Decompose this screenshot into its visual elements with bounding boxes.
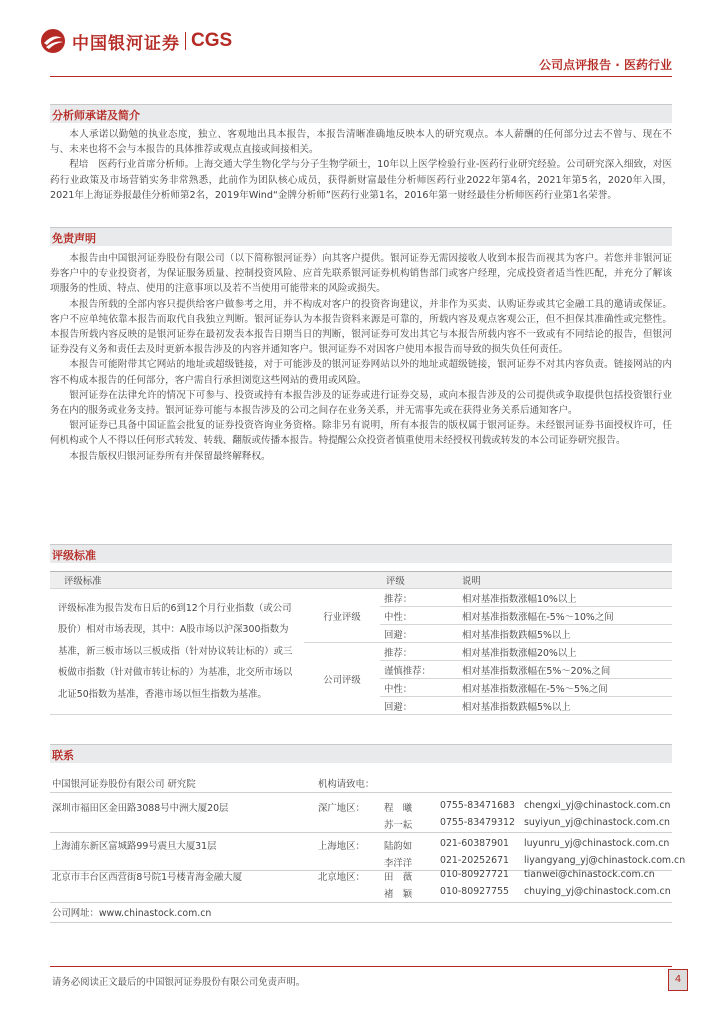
analyst-paragraph: 程培 医药行业首席分析师。上海交通大学生物化学与分子生物学硕士，10年以上医学检验行业-医药行业研究经验。公司研究深入细致，对医药行业政策及市场营销实务非常熟悉，此前作为团队核心成员，获得新财富最佳分析师医药行业2022年第4名，2021年第5名，2020年入围，2021年上海证券报最佳分析师第2名，2019年Wind“金牌分析师”医药行业第1名，2016年第一财经最佳分析师医药行业第1名荣誉。	[50, 159, 672, 201]
contact-email[interactable]: tianwei@chinastock.com.cn	[524, 869, 655, 880]
contact-name: 程 曦	[384, 803, 413, 814]
rating-section-title: 评级标准	[52, 549, 96, 562]
footer-divider	[50, 966, 672, 967]
rating-name: 中性：	[380, 679, 458, 697]
col-header-standard: 评级标准	[50, 572, 304, 589]
rating-table	[50, 571, 672, 715]
table-row	[50, 589, 672, 607]
contact-phone: 010-80927755	[440, 886, 509, 897]
office-address: 北京市丰台区西营街8号院1号楼青海金融大厦	[52, 872, 243, 883]
disclaimer-paragraph: 银河证券已具备中国证监会批复的证券投资咨询业务资格。除非另有说明，所有本报告的版权属于银河证券。未经银河证券书面授权许可，任何机构或个人不得以任何形式转发、转载、翻版或传播本报告。特提醒公众投资者慎重使用未经授权刊载或转发的本公司证券研究报告。	[50, 420, 672, 447]
analyst-section-title: 分析师承诺及简介	[52, 109, 140, 122]
page-number: 4	[668, 969, 688, 991]
contact-name: 李洋洋	[384, 858, 413, 869]
disclaimer-paragraph: 本报告可能附带其它网站的地址或超级链接，对于可能涉及的银河证券网站以外的地址或超级链接，银河证券不对其内容负责。链接网站的内容不构成本报告的任何部分，客户需自行承担浏览这些网站的费用或风险。	[50, 359, 672, 386]
contact-email[interactable]: suyiyun_yj@chinastock.com.cn	[524, 817, 670, 828]
contact-email[interactable]: luyunru_yj@chinastock.com.cn	[524, 838, 670, 849]
header-divider	[50, 76, 672, 77]
rating-desc: 相对基准指数涨幅在-5%～5%之间	[458, 679, 672, 697]
logo-divider	[185, 32, 186, 50]
report-type: 公司点评报告 · 医药行业	[539, 58, 672, 72]
disclaimer-text	[50, 251, 672, 464]
disclaimer-section-title: 免责声明	[52, 232, 96, 245]
contact-name: 陆韵如	[384, 841, 413, 852]
rating-desc: 相对基准指数涨幅20%以上	[458, 643, 672, 661]
col-header-desc: 说明	[458, 572, 672, 589]
contact-phone: 0755-83479312	[440, 817, 515, 828]
company-name: 中国银河证券股份有限公司 研究院	[52, 779, 196, 790]
contact-divider	[50, 922, 672, 923]
office-region: 北京地区：	[318, 872, 365, 883]
contact-divider	[50, 832, 672, 833]
contact-email[interactable]: chuying_yj@chinastock.com.cn	[524, 886, 671, 897]
col-header-rating: 评级	[380, 572, 458, 589]
contact-name: 苏一耘	[384, 820, 413, 831]
rating-name: 谨慎推荐：	[380, 661, 458, 679]
contact-phone: 0755-83471683	[440, 800, 515, 811]
contact-divider	[50, 792, 672, 793]
disclaimer-paragraph: 银河证券在法律允许的情况下可参与、投资或持有本报告涉及的证券或进行证券交易，或向本报告涉及的公司提供或争取提供包括投资银行业务在内的服务或业务支持。银河证券可能与本报告涉及的公司之间存在业务关系，并无需事先或在获得业务关系后通知客户。	[50, 389, 672, 417]
contact-phone: 010-80927721	[440, 869, 509, 880]
rating-name: 推荐：	[380, 589, 458, 607]
col-header-group	[304, 572, 380, 589]
contact-name: 褚 颖	[384, 889, 413, 900]
contact-name: 田 薇	[384, 872, 413, 883]
contact-section-title: 联系	[52, 749, 74, 762]
disclaimer-paragraph: 本报告版权归银河证券所有并保留最终解释权。	[69, 450, 271, 462]
contact-email[interactable]: chengxi_yj@chinastock.com.cn	[524, 800, 671, 811]
sales-label: 机构请致电：	[318, 779, 375, 790]
company-website[interactable]: 公司网址：www.chinastock.com.cn	[52, 908, 212, 919]
rating-desc: 相对基准指数涨幅在-5%～10%之间	[458, 607, 672, 625]
rating-desc: 相对基准指数涨幅在5%～20%之间	[458, 661, 672, 679]
analyst-section-header	[50, 104, 672, 123]
rating-section-header	[50, 544, 672, 563]
disclaimer-paragraph: 本报告由中国银河证券股份有限公司（以下简称银河证券）向其客户提供。银河证券无需因接收人收到本报告而视其为客户。若您并非银河证券客户中的专业投资者，为保证服务质量、控制投资风险、应首先联系银河证券机构销售部门或客户经理，完成投资者适当性匹配，并充分了解该项服务的性质、特点、使用的注意事项以及若不当使用可能带来的风险或损失。	[50, 253, 672, 295]
analyst-text	[50, 127, 672, 203]
rating-name: 推荐：	[380, 643, 458, 661]
contact-phone: 021-20252671	[440, 855, 509, 866]
rating-name: 中性：	[380, 607, 458, 625]
contact-divider	[50, 902, 672, 903]
analyst-paragraph: 本人承诺以勤勉的执业态度，独立、客观地出具本报告，本报告清晰准确地反映本人的研究观点。本人薪酬的任何部分过去不曾与、现在不与、未来也将不会与本报告的具体推荐或观点直接或间接相关。	[50, 129, 672, 156]
rating-name: 回避：	[380, 625, 458, 643]
rating-desc: 相对基准指数跌幅5%以上	[458, 697, 672, 715]
footer-disclaimer-note: 请务必阅读正文最后的中国银河证券股份有限公司免责声明。	[52, 977, 306, 988]
rating-name: 回避：	[380, 697, 458, 715]
brand-logo	[40, 26, 232, 56]
rating-desc: 相对基准指数跌幅5%以上	[458, 625, 672, 643]
industry-rating-label: 行业评级	[304, 589, 380, 643]
disclaimer-section-header	[50, 227, 672, 246]
disclaimer-paragraph: 本报告所载的全部内容只提供给客户做参考之用，并不构成对客户的投资咨询建议，并非作为买卖、认购证券或其它金融工具的邀请或保证。客户不应单纯依靠本报告而取代自我独立判断。银河证券认为本报告资料来源是可靠的，所载内容及观点客观公正，但不担保其准确性或完整性。本报告所载内容反映的是银河证券在最初发表本报告日期当日的判断，银河证券可发出其它与本报告所载内容不一致或有不同结论的报告，但银河证券没有义务和责任去及时更新本报告涉及的内容并通知客户。银河证券不对因客户使用本报告而导致的损失负任何责任。	[50, 298, 672, 356]
company-rating-label: 公司评级	[304, 643, 380, 715]
brand-name-en: CGS	[191, 30, 233, 51]
galaxy-logo-icon	[40, 28, 66, 54]
contact-email[interactable]: liyangyang_yj@chinastock.com.cn	[524, 855, 686, 866]
rating-standard-text: 评级标准为报告发布日后的6到12个月行业指数（或公司股价）相对市场表现，其中：A股市场以沪深300指数为基准，新三板市场以三板成指（针对协议转让标的）或三板做市指数（针对做市转让标的）为基准，北交所市场以北证50指数为基准，香港市场以恒生指数为基准。	[50, 589, 304, 715]
office-region: 上海地区：	[318, 841, 365, 852]
brand-name-cn: 中国银河证券	[72, 33, 180, 54]
contact-phone: 021-60387901	[440, 838, 509, 849]
office-address: 上海浦东新区富城路99号震旦大厦31层	[52, 841, 217, 852]
office-region: 深广地区：	[318, 803, 365, 814]
contact-section-header	[50, 744, 672, 763]
office-address: 深圳市福田区金田路3088号中洲大厦20层	[52, 803, 229, 814]
rating-desc: 相对基准指数涨幅10%以上	[458, 589, 672, 607]
rating-table-header	[50, 572, 672, 589]
